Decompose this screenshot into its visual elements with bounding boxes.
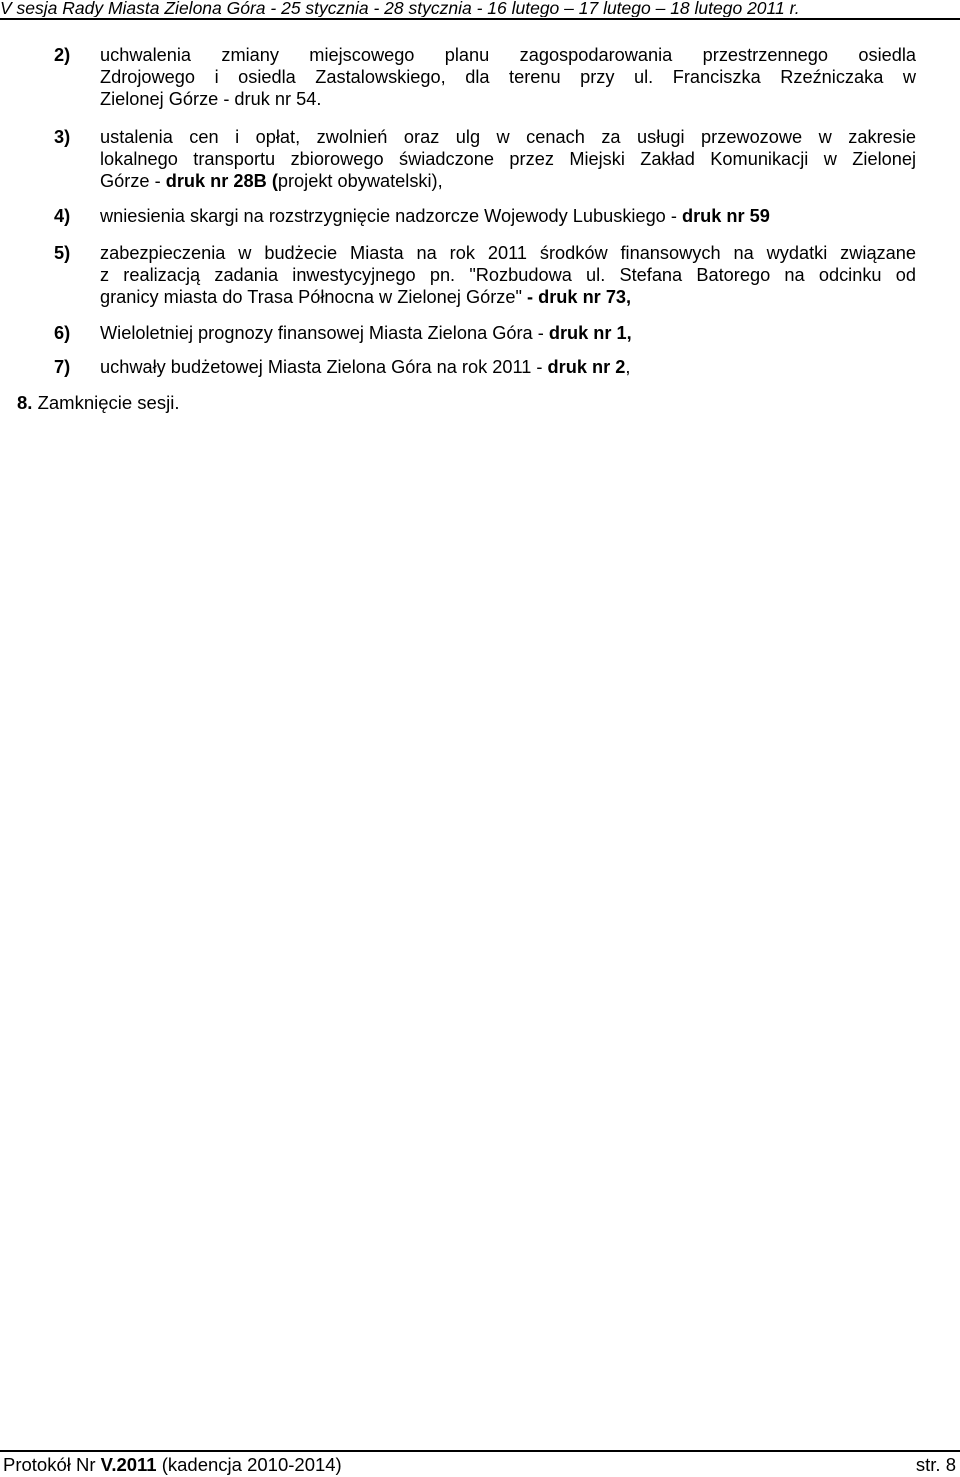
druk-reference: druk nr 28B ( xyxy=(165,171,278,191)
item-text-line xyxy=(100,286,916,308)
druk-reference: druk nr 1, xyxy=(548,323,632,343)
item-number: 5) xyxy=(54,243,71,263)
item-text: granicy miasta do Trasa Północna w Zielonej Górze" xyxy=(100,287,527,307)
item-text: projekt obywatelski), xyxy=(277,171,443,191)
agenda-item-2 xyxy=(54,44,916,110)
agenda-item-7 xyxy=(54,356,916,378)
header-divider xyxy=(0,18,960,20)
header-title: V sesja Rady Miasta Zielona Góra - 25 stycznia - 28 stycznia - 16 lutego – 17 lutego – 18 lutego 2011 r. xyxy=(0,0,800,17)
item-text: wniesienia skargi na rozstrzygnięcie nadzorcze Wojewody Lubuskiego - xyxy=(100,206,682,226)
page-number: str. 8 xyxy=(915,1454,956,1475)
item-text-line: uchwalenia zmiany miejscowego planu zagospodarowania przestrzennego osiedla xyxy=(100,45,916,65)
item-text: Wieloletniej prognozy finansowej Miasta Zielona Góra - xyxy=(100,323,549,343)
item-text-line: Zielonej Górze - druk nr 54. xyxy=(100,89,322,109)
item-text-line: zabezpieczenia w budżecie Miasta na rok 2011 środków finansowych na wydatki związane xyxy=(100,243,916,263)
item-number: 4) xyxy=(54,206,71,226)
item-number: 3) xyxy=(54,127,71,147)
agenda-item-6 xyxy=(54,322,916,344)
footer-protocol xyxy=(3,1455,342,1475)
agenda-item-8 xyxy=(17,392,179,414)
item-text-line xyxy=(100,322,916,344)
footer-text: Protokół Nr xyxy=(3,1454,101,1475)
agenda-item-3 xyxy=(54,126,916,192)
page-header xyxy=(0,0,960,17)
item-text-line xyxy=(100,205,916,227)
druk-reference: - druk nr 73, xyxy=(527,287,632,307)
item-text-line xyxy=(100,356,916,378)
item-text: uchwały budżetowej Miasta Zielona Góra na rok 2011 - xyxy=(100,357,548,377)
item-text: , xyxy=(625,357,631,377)
item-text-line: z realizacją zadania inwestycyjnego pn. "Rozbudowa ul. Stefana Batorego na odcinku od xyxy=(100,265,916,285)
agenda-item-4 xyxy=(54,205,916,227)
footer-text: (kadencja 2010-2014) xyxy=(156,1454,342,1475)
item-number: 6) xyxy=(54,323,71,343)
item-text-line: ustalenia cen i opłat, zwolnień oraz ulg w cenach za usługi przewozowe w zakresie xyxy=(100,127,916,147)
item-number: 7) xyxy=(54,357,71,377)
item-text-line: lokalnego transportu zbiorowego świadczone przez Miejski Zakład Komunikacji w Zielonej xyxy=(100,149,916,169)
druk-reference: druk nr 2 xyxy=(547,357,626,377)
item-text: Zamknięcie sesji. xyxy=(37,392,180,413)
item-text: Górze - xyxy=(100,171,166,191)
item-text-line xyxy=(100,170,916,192)
item-text-line: Zdrojowego i osiedla Zastalowskiego, dla terenu przy ul. Franciszka Rzeźniczaka w xyxy=(100,67,916,87)
item-number: 8. xyxy=(17,392,33,413)
footer-divider xyxy=(0,1450,960,1452)
agenda-item-5 xyxy=(54,242,916,308)
druk-reference: druk nr 59 xyxy=(681,206,770,226)
protocol-number: V.2011 xyxy=(100,1454,157,1475)
item-number: 2) xyxy=(54,45,71,65)
